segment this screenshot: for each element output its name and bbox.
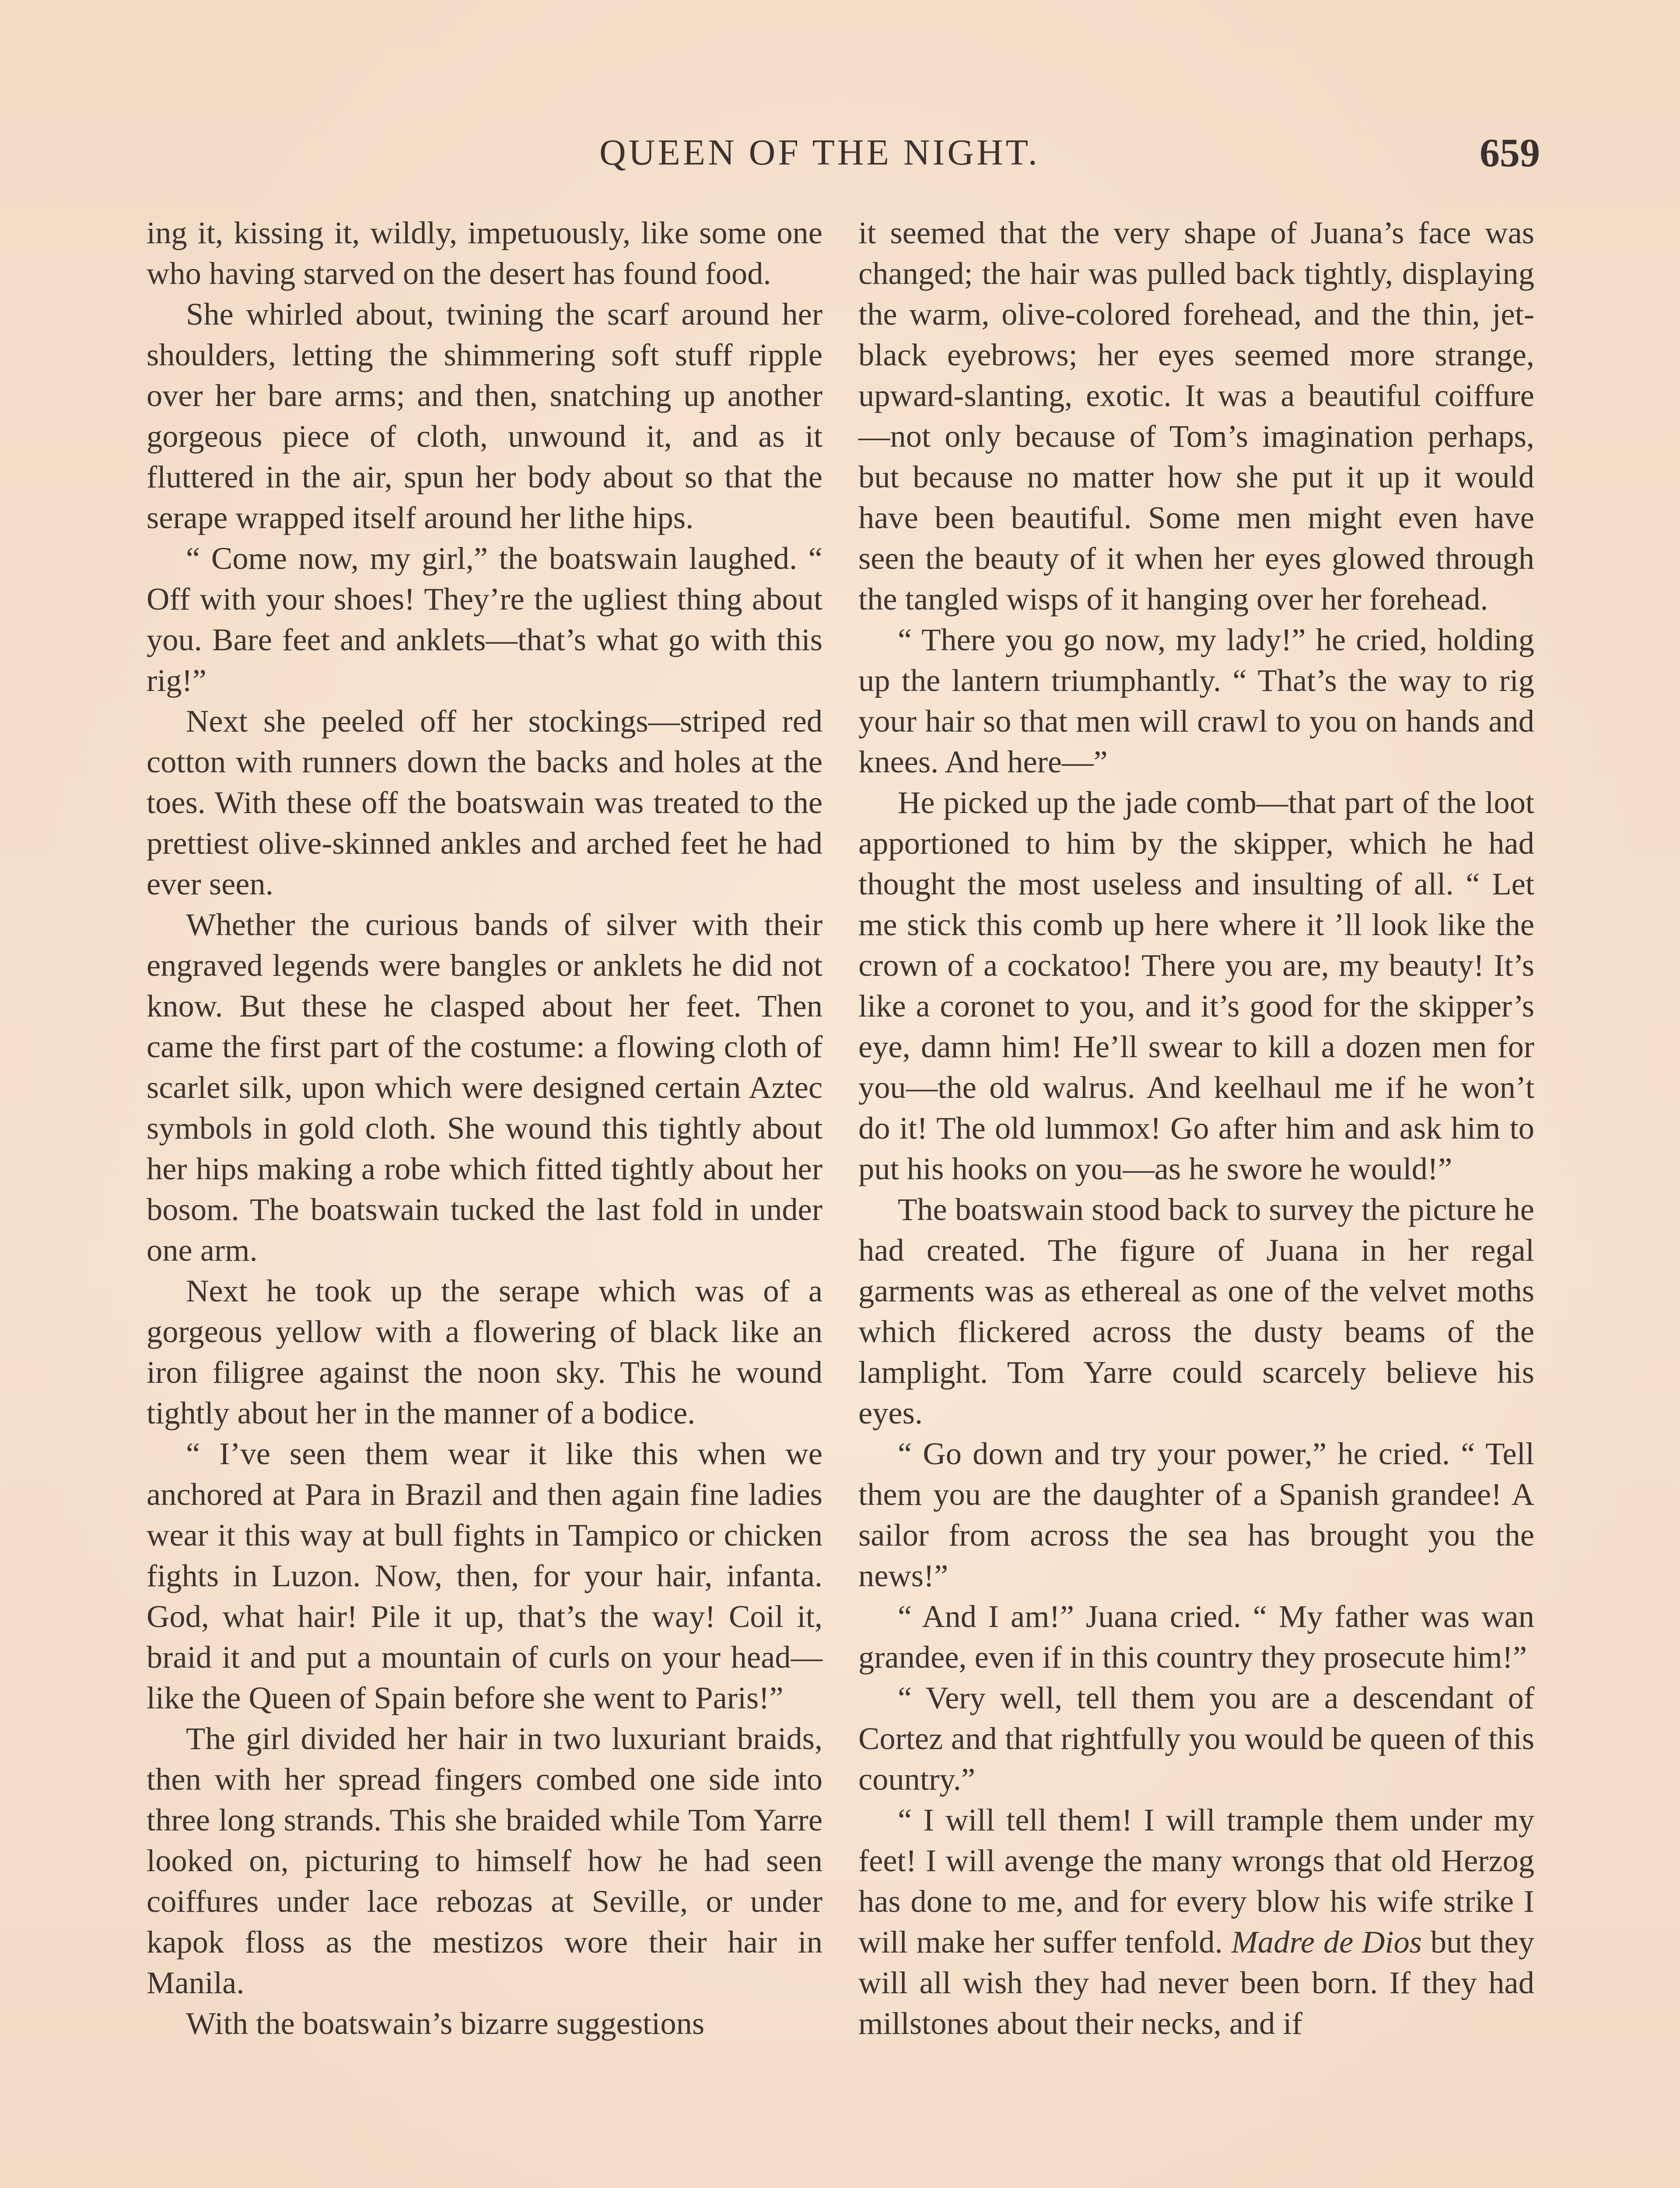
left-column [147, 212, 822, 2044]
paragraph: The girl divided her hair in two luxuriant braids, then with her spread fingers combed one side into three long strands. This she braided while Tom Yarre looked on, picturing to himself how he had seen coiffures under lace rebozas at Seville, or under kapok floss as the mestizos wore their hair in Manila. [147, 1721, 822, 2000]
paragraph: “ And I am!” Juana cried. “ My father was wan grandee, even if in this country they prosecute him!” [858, 1599, 1534, 1675]
paragraph: “ There you go now, my lady!” he cried, holding up the lantern triumphantly. “ That’s the way to rig your hair so that men will crawl to you on hands and knees. And here—” [858, 622, 1534, 779]
right-column [858, 212, 1534, 2044]
paragraph: With the boatswain’s bizarre suggestions [186, 2006, 705, 2041]
paragraph: ing it, kissing it, wildly, impetuously, like some one who having starved on the desert has found food. [147, 215, 822, 291]
paragraph: The boatswain stood back to survey the picture he had created. The figure of Juana in her regal garments was as ethereal as one of the velvet moths which flickered across the dusty beams of the lamplight. Tom Yarre could scarcely believe his eyes. [858, 1192, 1534, 1431]
paragraph: Next he took up the serape which was of a gorgeous yellow with a flowering of black like an iron filigree against the noon sky. This he wound tightly about her in the manner of a bodice. [147, 1273, 822, 1431]
page-number: 659 [1480, 130, 1540, 175]
paragraph-text: “ I will tell them! I will trample them under my feet! I will avenge the many wrongs that old Herzog has done to me, and for every blow his wife strike I will make her suffer tenfold. [858, 1802, 1534, 1960]
paragraph: “ Come now, my girl,” the boatswain laughed. “ Off with your shoes! They’re the ugliest thing about you. Bare feet and anklets—that’s what go with this rig!” [147, 540, 822, 698]
running-title: QUEEN OF THE NIGHT. [599, 132, 1040, 173]
paragraph: He picked up the jade comb—that part of the loot apportioned to him by the skipper, which he had thought the most useless and insulting of all. “ Let me stick this comb up here where it ’ll look like the crown of a cockatoo! There you are, my beauty! It’s like a coronet to you, and it’s good for the skipper’s eye, damn him! He’ll swear to kill a dozen men for you—the old walrus. And keelhaul me if he won’t do it! The old lummox! Go after him and ask him to put his hooks on you—as he swore he would!” [858, 785, 1534, 1186]
paragraph-text: but they will all wish they had never been born. If they had millstones about their necks, and if [858, 1924, 1534, 2041]
paragraph: Whether the curious bands of silver with their engraved legends were bangles or anklets he did not know. But these he clasped about her feet. Then came the first part of the costume: a flowing cloth of scarlet silk, upon which were designed certain Aztec symbols in gold cloth. She wound this tightly about her hips making a robe which fitted tightly about her bosom. The boatswain tucked the last fold in under one arm. [147, 907, 822, 1268]
paragraph: “ Go down and try your power,” he cried. “ Tell them you are the daughter of a Spanish grandee! A sailor from across the sea has brought you the news!” [858, 1436, 1534, 1593]
page-header [599, 131, 1540, 184]
italic-phrase: Madre de Dios [1231, 1924, 1422, 1960]
paragraph: She whirled about, twining the scarf around her shoulders, letting the shimmering soft stuff ripple over her bare arms; and then, snatching up another gorgeous piece of cloth, unwound it, and as it fluttered in the air, spun her body about so that the serape wrapped itself around her lithe hips. [147, 296, 822, 535]
paragraph: Next she peeled off her stockings—striped red cotton with runners down the backs and holes at the toes. With these off the boatswain was treated to the prettiest olive-skinned ankles and arched feet he had ever seen. [147, 703, 822, 901]
paragraph: “ I’ve seen them wear it like this when we anchored at Para in Brazil and then again fine ladies wear it this way at bull fights in Tampico or chicken fights in Luzon. Now, then, for your hair, infanta. God, what hair! Pile it up, that’s the way! Coil it, braid it and put a mountain of curls on your head—like the Queen of Spain before she went to Paris!” [147, 1436, 822, 1715]
paragraph: it seemed that the very shape of Juana’s face was changed; the hair was pulled back tightly, displaying the warm, olive-colored forehead, and the thin, jet-black eyebrows; her eyes seemed more strange, upward-slanting, exotic. It was a beautiful coiffure —not only because of Tom’s imagination perhaps, but because no matter how she put it up it would have been beautiful. Some men might even have seen the beauty of it when her eyes glowed through the tangled wisps of it hanging over her forehead. [858, 215, 1534, 617]
paragraph: “ Very well, tell them you are a descendant of Cortez and that rightfully you would be queen of this country.” [858, 1680, 1534, 1797]
paragraph [858, 1799, 1534, 2044]
